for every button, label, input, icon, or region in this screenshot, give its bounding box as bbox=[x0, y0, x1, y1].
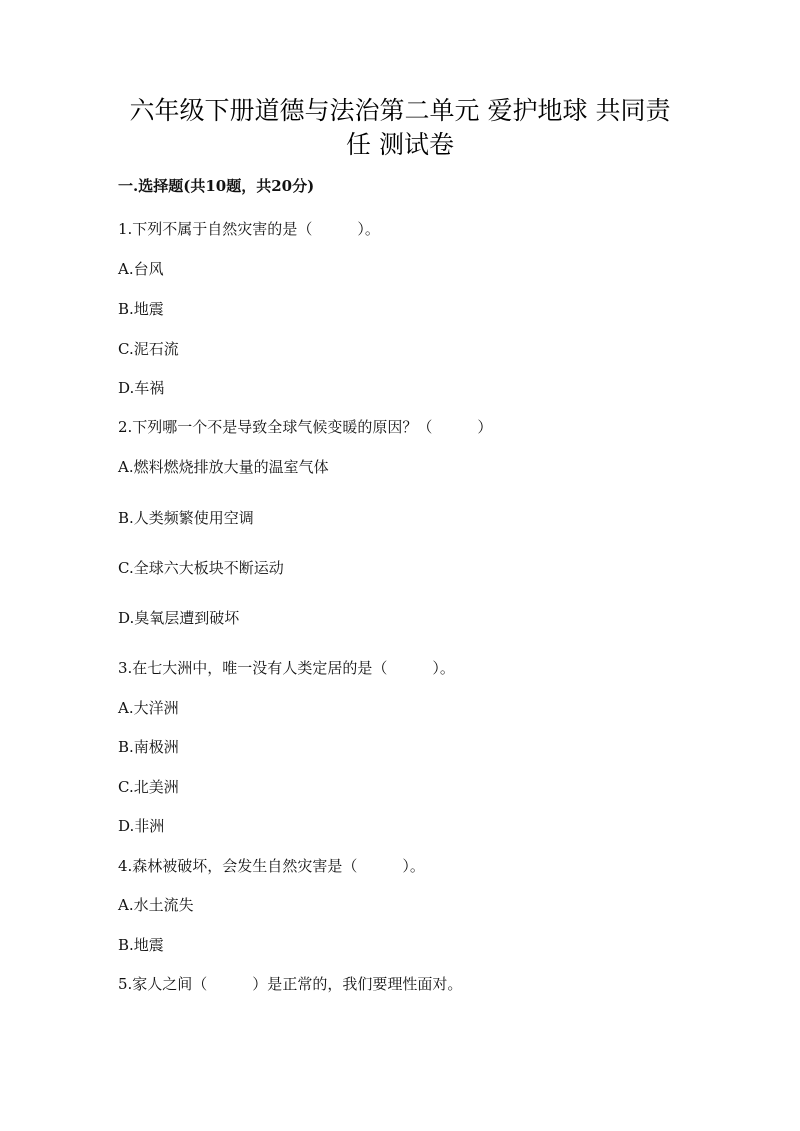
option-item: B.南极洲 bbox=[118, 738, 179, 756]
question-stem: 3.在七大洲中，唯一没有人类定居的是（ ）。 bbox=[118, 659, 455, 677]
page-title bbox=[80, 94, 720, 162]
option-item: B.地震 bbox=[118, 300, 164, 318]
question-stem: 2.下列哪一个不是导致全球气候变暖的原因？（ ） bbox=[118, 418, 493, 436]
option-item: D.车祸 bbox=[118, 379, 165, 397]
question-stem: 1.下列不属于自然灾害的是（ ）。 bbox=[118, 220, 380, 238]
question-stem: 4.森林被破坏，会发生自然灾害是（ ）。 bbox=[118, 857, 425, 875]
option-item: D.非洲 bbox=[118, 817, 165, 835]
question-stem: 5.家人之间（ ）是正常的，我们要理性面对。 bbox=[118, 975, 463, 993]
option-item: B.人类频繁使用空调 bbox=[118, 509, 254, 527]
option-item: A.台风 bbox=[118, 260, 164, 278]
option-item: A.燃料燃烧排放大量的温室气体 bbox=[118, 458, 329, 476]
section-heading: 一.选择题(共10题，共20分) bbox=[118, 177, 315, 195]
option-item: A.大洋洲 bbox=[118, 699, 179, 717]
title-line-2: 任 测试卷 bbox=[346, 130, 454, 159]
option-item: A.水土流失 bbox=[118, 896, 194, 914]
option-item: B.地震 bbox=[118, 936, 164, 954]
title-line-1: 六年级下册道德与法治第二单元 爱护地球 共同责 bbox=[129, 96, 671, 125]
option-item: C.北美洲 bbox=[118, 778, 179, 796]
option-item: D.臭氧层遭到破坏 bbox=[118, 609, 240, 627]
option-item: C.泥石流 bbox=[118, 340, 179, 358]
option-item: C.全球六大板块不断运动 bbox=[118, 559, 284, 577]
